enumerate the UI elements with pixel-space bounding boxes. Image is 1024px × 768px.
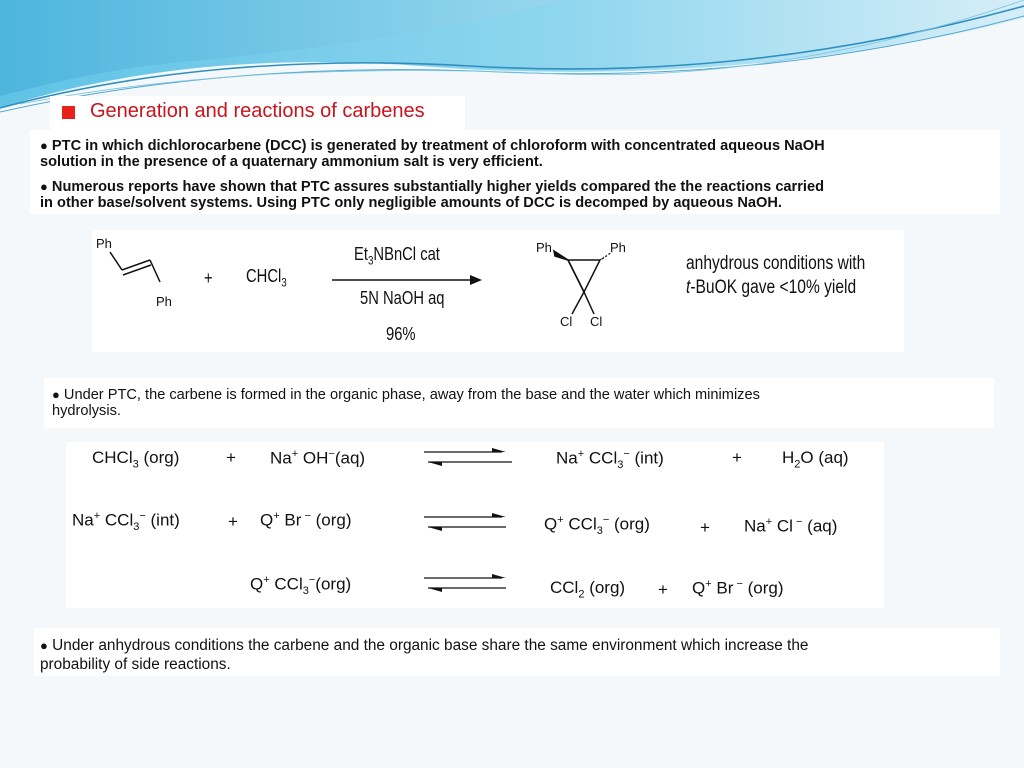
chcl3-reagent: CHCl$_3$ <box>246 266 287 290</box>
yield-label: 96% <box>386 324 416 344</box>
r3-plus: + <box>658 580 668 599</box>
bullet-2 <box>40 179 824 211</box>
reaction-arrow-head <box>470 275 482 285</box>
r3-qccl3: Q+ CCl$_3$−(org) <box>250 574 352 598</box>
title-bullet-square <box>62 106 75 119</box>
bullet-4-line2: probability of side reactions. <box>40 656 231 673</box>
r2-naccl3: Na+ CCl$_3$− (int) <box>72 510 180 534</box>
bullet-dot-icon: ● <box>40 638 48 653</box>
r3-qbr: Q+ Br − (org) <box>692 578 784 598</box>
anhydrous-note <box>686 252 865 300</box>
equilibria-panel <box>66 442 884 608</box>
r1-naoh: Na+ OH−(aq) <box>270 448 366 468</box>
r1-water: $H_2O$ (aq) <box>782 448 849 471</box>
plus-sign: + <box>204 268 213 288</box>
bullet-2-line2: in other base/solvent systems. Using PTC only negligible amounts of DCC is decomped by aqueous NaOH. <box>40 195 782 211</box>
bullet-dot-icon: ● <box>40 179 48 194</box>
eq-arrow-1 <box>424 448 512 466</box>
bullet-1-line1: PTC in which dichlorocarbene (DCC) is generated by treatment of chloroform with concentrated aqueous NaOH <box>51 138 825 154</box>
bullet-1-line2: solution in the presence of a quaternary ammonium salt is very efficient. <box>40 154 543 170</box>
r1-naccl3: Na+ CCl$_3$− (int) <box>556 448 664 472</box>
base-label: 5N NaOH aq <box>360 288 445 308</box>
product-cl-left: Cl <box>560 314 573 329</box>
stilbene-ph-bottom: Ph <box>156 294 172 309</box>
eq-arrow-3 <box>424 574 506 592</box>
reaction-scheme <box>92 230 904 352</box>
r2-plus-1: + <box>228 512 238 531</box>
stilbene-double-bond-b <box>123 265 151 275</box>
bullet-dot-icon: ● <box>52 387 60 402</box>
product-ph-left: Ph <box>536 240 552 255</box>
stilbene-double-bond-a <box>122 260 150 270</box>
note-line1: anhydrous conditions with <box>686 253 866 274</box>
note-italic: t <box>686 277 691 298</box>
catalyst-label: $Et_3NBnCl$ cat <box>354 244 440 268</box>
note-line2: -BuOK gave <10% yield <box>690 277 857 298</box>
ccl-bond-right <box>584 292 594 314</box>
r2-qccl3: Q+ CCl$_3$− (org) <box>544 514 650 538</box>
product-cl-right: Cl <box>590 314 603 329</box>
r1-plus-2: + <box>732 448 742 467</box>
r2-qbr: Q+ Br − (org) <box>260 510 352 530</box>
title-bar <box>50 96 465 130</box>
page-title: Generation and reactions of carbenes <box>90 100 425 122</box>
product-ph-right: Ph <box>610 240 626 255</box>
wedge-bond <box>554 251 568 260</box>
bullet-1 <box>40 138 825 170</box>
cyclopropane-bond-3 <box>584 260 600 292</box>
bullet-4 <box>40 636 808 674</box>
bullet-3 <box>52 387 760 419</box>
r1-chcl3: CHCl$_3$ (org) <box>92 448 180 471</box>
ccl-bond-left <box>572 292 584 314</box>
bullet-4-line1: Under anhydrous conditions the carbene and the organic base share the same environment which increase the <box>52 637 809 654</box>
r2-plus-2: + <box>700 518 710 537</box>
stilbene-bond-2 <box>150 260 160 282</box>
eq-arrow-2 <box>424 513 506 531</box>
r3-ccl2: CCl$_2$ (org) <box>550 578 626 601</box>
cyclopropane-bond-1 <box>568 260 584 292</box>
r2-nacl: Na+ Cl − (aq) <box>744 516 838 536</box>
r1-plus-1: + <box>226 448 236 467</box>
bullet-3-line2: hydrolysis. <box>52 403 121 419</box>
bullet-2-line1: Numerous reports have shown that PTC assures substantially higher yields compared the the reactions carried <box>51 179 824 195</box>
ptc-bullet <box>44 378 994 428</box>
bullet-dot-icon: ● <box>40 138 48 153</box>
anhydrous-bullet <box>34 628 1000 676</box>
stilbene-bond-1 <box>110 252 122 270</box>
bullet-3-line1: Under PTC, the carbene is formed in the organic phase, away from the base and the water which minimizes <box>63 387 760 403</box>
intro-bullets <box>30 130 1000 214</box>
stilbene-ph-top: Ph <box>96 236 112 251</box>
